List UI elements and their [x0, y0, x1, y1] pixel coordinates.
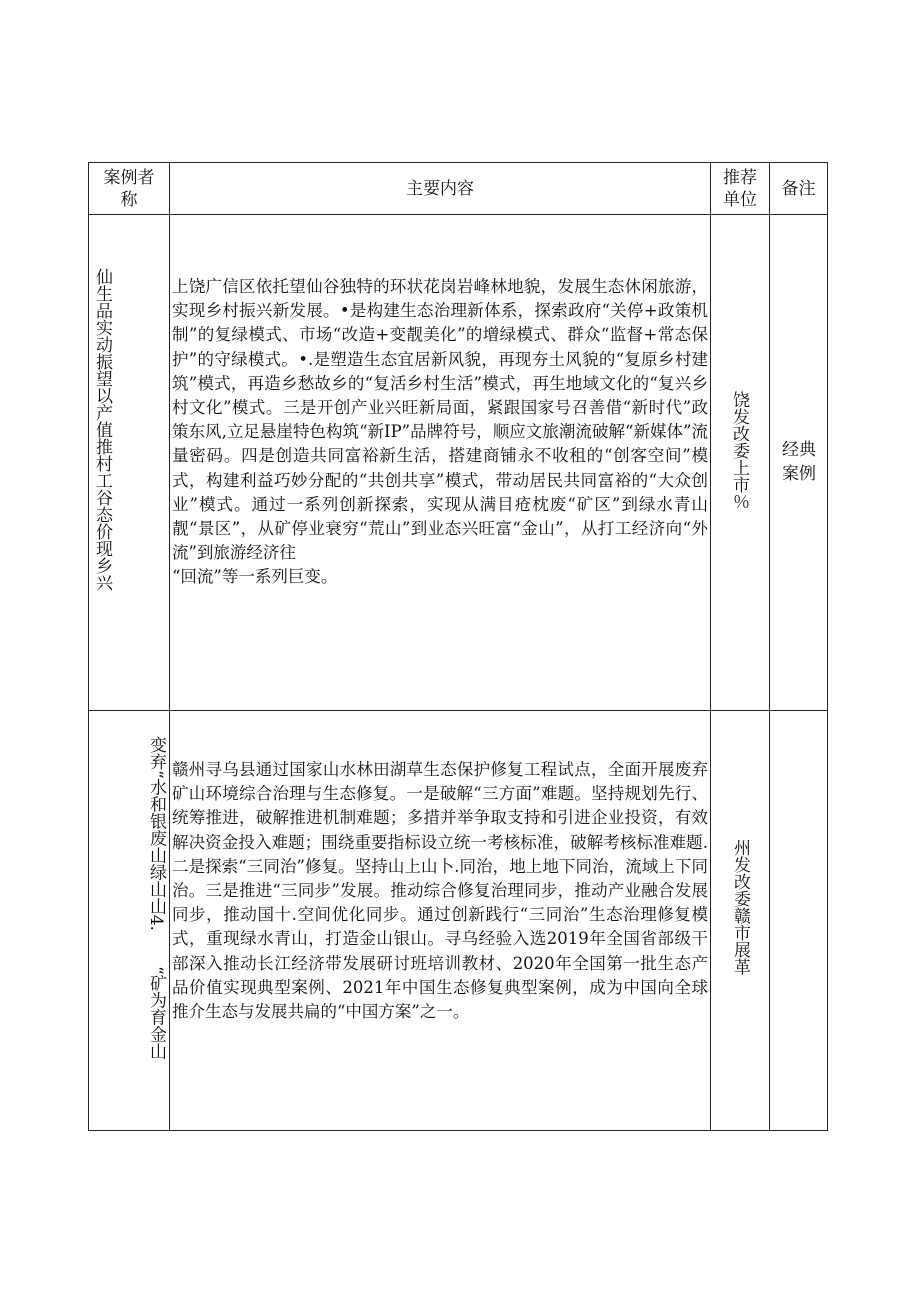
row-2-remarks: [770, 711, 827, 1130]
header-case-name: [89, 163, 169, 214]
row-1-remarks: [770, 215, 827, 710]
row-1-unit: [711, 215, 769, 710]
header-case-name-text: 案例者称: [103, 167, 155, 210]
header-main-content: [170, 163, 710, 214]
header-remarks: [770, 163, 827, 214]
header-recommending-unit: [711, 163, 769, 214]
row-2-unit-text: 州发改委赣市展革: [730, 839, 750, 975]
row-1-remarks-text: 经典案例: [782, 440, 816, 484]
row-2-main-content: 赣州寻乌县通过国家山水林田湖草生态保护修复工程试点，全面开展废弃矿山环境综合治理与生态修复。一是破解“三方面”难题。坚持规划先行、统筹推进，破解推进机制难题；多措并举争取支持和引进企业投资，有效解决资金投入难题；围绕重要指标设立统一考核标准，破解考核标准难题.二是探索“三同治”修复。坚持山上山卜.同治，地上地下同治，流域上下同治。三是推进“三同步”发展。推动综合修复治理同步，推动产业融合发展同步，推动国十.空间优化同步。通过创新践行“三同治”生态治理修复模式，重现绿水青山，打造金山银山。寻乌经验入选2019年全国省部级干部深入推动长江经济带发展研讨班培训教材、2020年全国第一批生态产品价值实现典型案例、2021年中国生态修复典型案例，成为中国向全球推介生态与发展共扁的“中国方案”之一。: [172, 760, 708, 1022]
header-recommending-unit-text: 推荐单位: [723, 167, 757, 210]
row-1-case-name: [89, 215, 169, 710]
header-main-content-text: 主要内容: [406, 178, 474, 199]
row-1-main-content: 上饶广信区依托望仙谷独特的环状花岗岩峰林地貌，发展生态休闲旅游，实现乡村振兴新发展。•是构建生态治理新体系，探索政府“关停+政策机制”的复绿模式、市场“改造+变靓美化”的增绿模式、群众“监督+常态保护”的守绿模式。•.是塑造生态宜居新风貌，再现夯土风貌的“复原乡村建筑”模式，再造乡愁故乡的“复活乡村生活”模式，再生地域文化的“复兴乡村文化”模式。三是开创产业兴旺新局面，紧跟国家号召善借“新时代”政策东风,立足悬崖特色构筑“新IP”品牌符号，顺应文旅潮流破解“新媒体”流量密码。四是创造共同富裕新生活，搭建商铺永不收租的“创客空间”模式，构建利益巧妙分配的“共创共享”模式，带动居民共同富裕的“大众创业”模式。通过一系列创新探索，实现从满目疮枕废“矿区”到绿水青山靓“景区”，从矿停业衰穷“荒山”到业态兴旺富“金山”，从打工经济向“外流”到旅游经济往 “回流”等一系列巨变。: [172, 277, 708, 587]
row-2-unit: [711, 711, 769, 1130]
row-2-case-name-col2: “矿为育金山: [146, 966, 166, 1060]
row-2-case-name-col1: 变弃“水和银废山绿山山4.: [146, 736, 166, 931]
row-2-case-name: [89, 711, 169, 1130]
case-table: [88, 162, 828, 1131]
header-remarks-text: 备注: [781, 178, 816, 199]
row-1-case-name-text: 仙生品实动振望以产值推村工谷态价现乡兴: [92, 268, 112, 591]
row-1-unit-text: 饶发改委上市％: [729, 391, 749, 510]
